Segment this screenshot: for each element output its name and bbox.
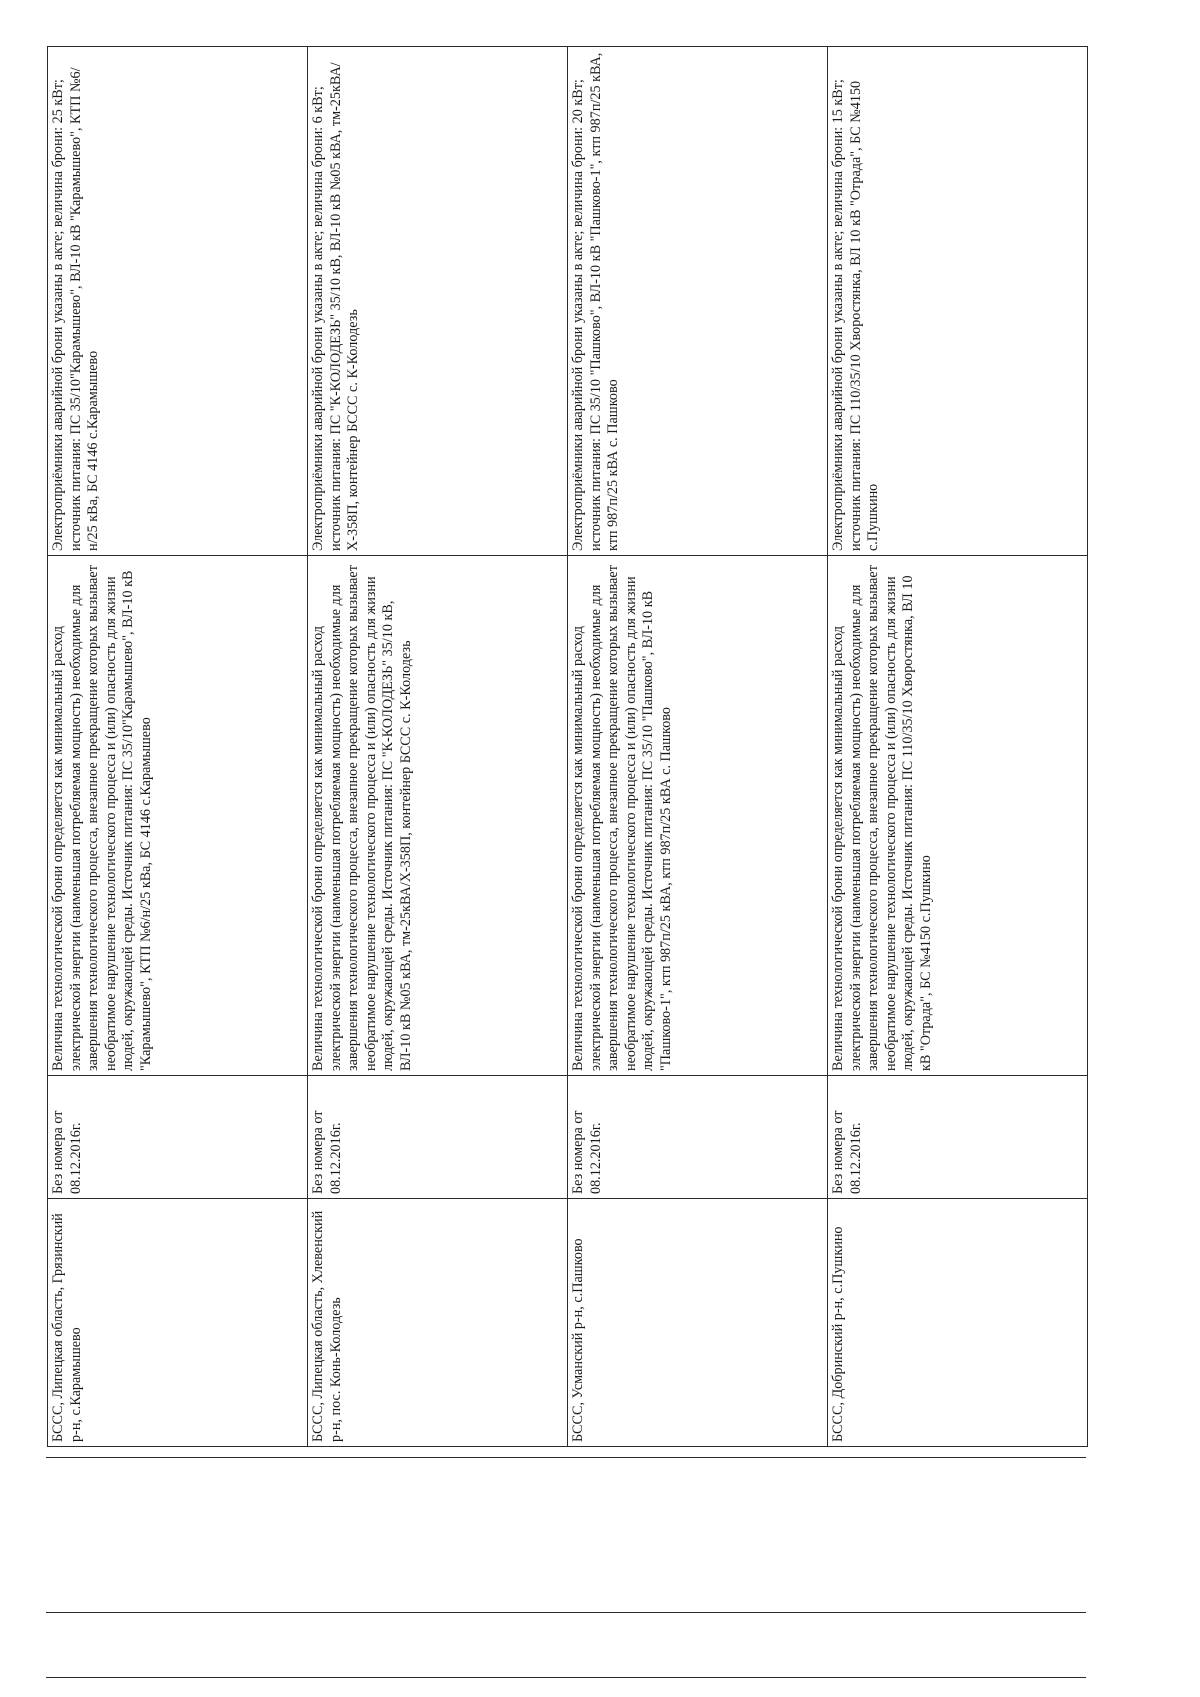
margin-rule [46, 1677, 1086, 1678]
technological-reserve-cell: Величина технологической брони определяется как минимальный расход электрической энергии (наименьшая потребляемая мощность) необходимые для завершения технологического процесса, внезапное прекращение которых вызывает необратимое нарушение технологического процесса и (или) опасность для жизни людей, окружающей среды. Источник питания: ПС 35/10"Карамышево", ВЛ-10 кВ "Карамышево", КТП №6/н/25 кВа, БС 4146 с.Карамышево [48, 556, 308, 1076]
table-row [828, 47, 1088, 1447]
object-cell: БССС, Усманский р-н, с.Пашково [568, 1199, 828, 1447]
object-cell: БССС, Липецкая область, Грязинский р-н, с.Карамышево [48, 1199, 308, 1447]
table-row [308, 47, 568, 1447]
technological-reserve-cell: Величина технологической брони определяется как минимальный расход электрической энергии (наименьшая потребляемая мощность) необходимые для завершения технологического процесса, внезапное прекращение которых вызывает необратимое нарушение технологического процесса и (или) опасность для жизни людей, окружающей среды. Источник питания: ПС "К-КОЛОДЕЗЬ" 35/10 кВ, ВЛ-10 кВ №05 кВА, тм-25кВА/Х-358П, контейнер БССС с. К-Колодезь [308, 556, 568, 1076]
emergency-reserve-cell: Электроприёмники аварийной брони указаны в акте; величина брони: 20 кВт; источник питания: ПС 35/10 "Пашково", ВЛ-10 кВ "Пашково-1", ктп 987п/25 кВА, ктп 987п/25 кВА с. Пашково [568, 47, 828, 556]
object-cell: БССС, Липецкая область, Хлевенский р-н, пос. Конь-Колодезь [308, 1199, 568, 1447]
emergency-reserve-cell: Электроприёмники аварийной брони указаны в акте; величина брони: 15 кВт; источник питания: ПС 110/35/10 Хворостянка, ВЛ 10 кВ "Отрада", БС №4150 с.Пушкино [828, 47, 1088, 556]
object-cell: БССС, Добринский р-н, с.Пушкино [828, 1199, 1088, 1447]
technological-reserve-cell: Величина технологической брони определяется как минимальный расход электрической энергии (наименьшая потребляемая мощность) необходимые для завершения технологического процесса, внезапное прекращение которых вызывает необратимое нарушение технологического процесса и (или) опасность для жизни людей, окружающей среды. Источник питания: ПС 110/35/10 Хворостянка, ВЛ 10 кВ "Отрада", БС №4150 с.Пушкино [828, 556, 1088, 1076]
reservation-table-container [47, 47, 1087, 1447]
power-reservation-table [47, 46, 1088, 1447]
margin-rule [46, 1612, 1086, 1613]
emergency-reserve-cell: Электроприёмники аварийной брони указаны в акте; величина брони: 6 кВт; источник питания: ПС "К-КОЛОДЕЗЬ" 35/10 кВ, ВЛ-10 кВ №05 кВА, тм-25кВА/Х-358П, контейнер БССС с. К-Колодезь [308, 47, 568, 556]
emergency-reserve-cell: Электроприёмники аварийной брони указаны в акте; величина брони: 25 кВт; источник питания: ПС 35/10"Карамышево", ВЛ-10 кВ "Карамышево", КТП №6/н/25 кВа, БС 4146 с.Карамышево [48, 47, 308, 556]
table-row [48, 47, 308, 1447]
technological-reserve-cell: Величина технологической брони определяется как минимальный расход электрической энергии (наименьшая потребляемая мощность) необходимые для завершения технологического процесса, внезапное прекращение которых вызывает необратимое нарушение технологического процесса и (или) опасность для жизни людей, окружающей среды. Источник питания: ПС 35/10 "Пашково", ВЛ-10 кВ "Пашково-1", ктп 987п/25 кВА, ктп 987п/25 кВА с. Пашково [568, 556, 828, 1076]
document-cell: Без номера от 08.12.2016г. [568, 1076, 828, 1199]
document-cell: Без номера от 08.12.2016г. [48, 1076, 308, 1199]
document-cell: Без номера от 08.12.2016г. [308, 1076, 568, 1199]
document-cell: Без номера от 08.12.2016г. [828, 1076, 1088, 1199]
table-row [568, 47, 828, 1447]
margin-rule [46, 1457, 1086, 1458]
